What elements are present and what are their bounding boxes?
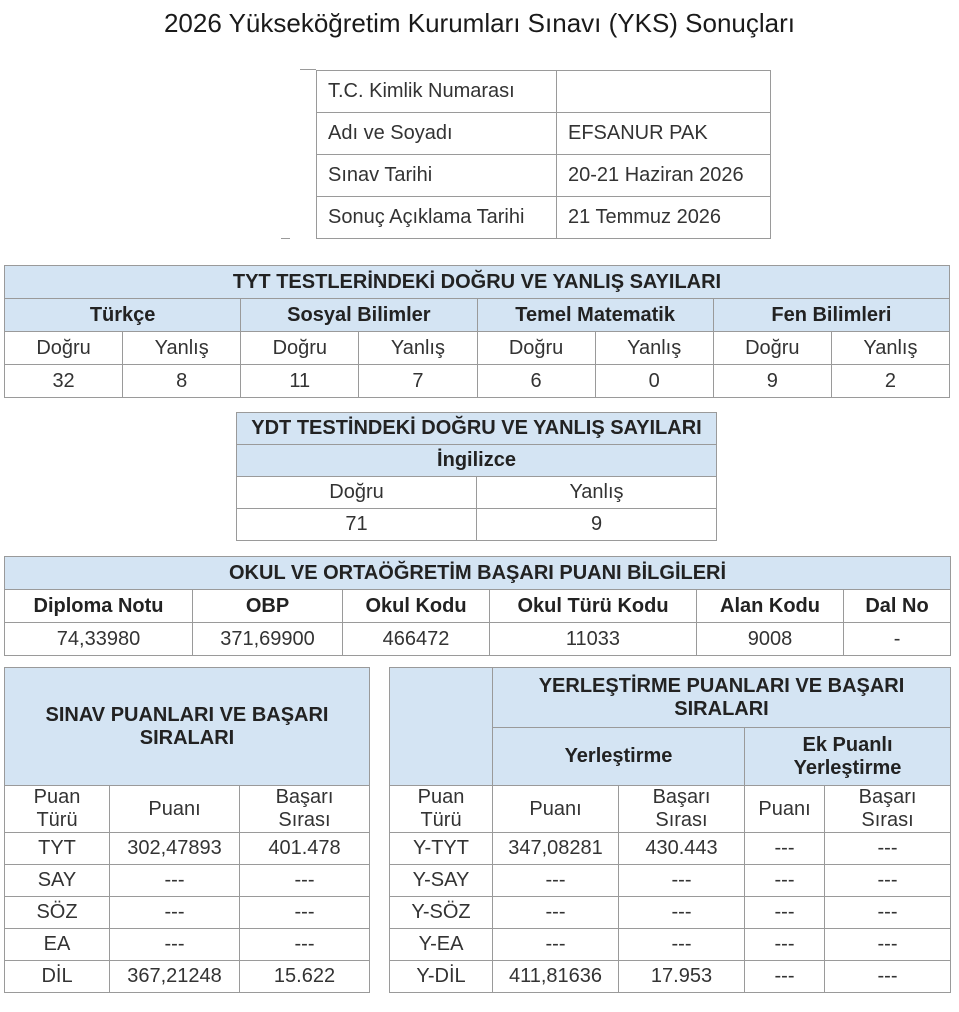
- wrong-count: 2: [831, 365, 949, 398]
- score-value: ---: [110, 865, 240, 897]
- correct-label: Doğru: [477, 332, 595, 365]
- column-header: Başarı Sırası: [825, 786, 951, 833]
- subject-name: Türkçe: [5, 299, 241, 332]
- score-type: Y-SAY: [390, 865, 493, 897]
- school-info-table: [4, 556, 951, 656]
- column-header: Başarı Sırası: [240, 786, 370, 833]
- cell-value: 74,33980: [5, 623, 193, 656]
- score-type: SAY: [5, 865, 110, 897]
- score-value: ---: [493, 865, 619, 897]
- info-value: 20-21 Haziran 2026: [557, 155, 771, 197]
- rank-value: ---: [825, 961, 951, 993]
- table-row: [5, 961, 951, 993]
- ydt-results-table: [236, 412, 717, 541]
- table-row: [5, 833, 951, 865]
- info-label: Adı ve Soyadı: [317, 113, 557, 155]
- column-header: Puan Türü: [390, 786, 493, 833]
- score-type: TYT: [5, 833, 110, 865]
- rank-value: 17.953: [619, 961, 745, 993]
- tyt-results-table: [4, 265, 950, 398]
- column-header: Puanı: [745, 786, 825, 833]
- correct-count: 71: [237, 509, 477, 541]
- wrong-label: Yanlış: [831, 332, 949, 365]
- score-value: ---: [745, 865, 825, 897]
- rank-value: 430.443: [619, 833, 745, 865]
- score-value: ---: [493, 897, 619, 929]
- wrong-count: 8: [123, 365, 241, 398]
- score-value: ---: [745, 961, 825, 993]
- score-value: ---: [745, 833, 825, 865]
- rank-value: ---: [825, 865, 951, 897]
- cell-value: 11033: [490, 623, 697, 656]
- score-type: EA: [5, 929, 110, 961]
- score-value: 347,08281: [493, 833, 619, 865]
- score-type: SÖZ: [5, 897, 110, 929]
- table-row: [5, 365, 950, 398]
- score-type: Y-SÖZ: [390, 897, 493, 929]
- wrong-count: 0: [595, 365, 713, 398]
- decorative-line: [281, 238, 290, 239]
- subject-name: Sosyal Bilimler: [241, 299, 477, 332]
- page-title: 2026 Yükseköğretim Kurumları Sınavı (YKS) Sonuçları: [163, 8, 796, 38]
- score-value: ---: [493, 929, 619, 961]
- table-row: [5, 623, 951, 656]
- rank-value: ---: [240, 865, 370, 897]
- rank-value: ---: [619, 865, 745, 897]
- score-type: DİL: [5, 961, 110, 993]
- table-row: [5, 865, 951, 897]
- score-type: Y-DİL: [390, 961, 493, 993]
- wrong-label: Yanlış: [595, 332, 713, 365]
- column-header: Puanı: [110, 786, 240, 833]
- info-label: Sonuç Açıklama Tarihi: [317, 197, 557, 239]
- info-value: [557, 71, 771, 113]
- column-header: Başarı Sırası: [619, 786, 745, 833]
- score-value: ---: [110, 897, 240, 929]
- ydt-language: İngilizce: [237, 445, 717, 477]
- score-value: ---: [745, 929, 825, 961]
- wrong-count: 9: [477, 509, 717, 541]
- correct-label: Doğru: [5, 332, 123, 365]
- rank-value: ---: [240, 897, 370, 929]
- wrong-label: Yanlış: [477, 477, 717, 509]
- blank-header: [390, 668, 493, 786]
- decorative-line: [300, 69, 316, 70]
- cell-value: 9008: [697, 623, 844, 656]
- ydt-title: YDT TESTİNDEKİ DOĞRU VE YANLIŞ SAYILARI: [237, 413, 717, 445]
- cell-value: -: [844, 623, 951, 656]
- exam-scores-title: SINAV PUANLARI VE BAŞARI SIRALARI: [5, 668, 370, 786]
- column-header: Okul Kodu: [343, 590, 490, 623]
- wrong-label: Yanlış: [359, 332, 477, 365]
- score-type: Y-EA: [390, 929, 493, 961]
- info-label: T.C. Kimlik Numarası: [317, 71, 557, 113]
- correct-count: 11: [241, 365, 359, 398]
- rank-value: ---: [240, 929, 370, 961]
- table-row: [317, 197, 771, 239]
- subject-name: Temel Matematik: [477, 299, 713, 332]
- correct-label: Doğru: [713, 332, 831, 365]
- rank-value: ---: [825, 833, 951, 865]
- extra-placement-group-header: Ek Puanlı Yerleştirme: [745, 728, 951, 786]
- table-gap: [370, 668, 390, 993]
- placement-scores-title: YERLEŞTİRME PUANLARI VE BAŞARI SIRALARI: [493, 668, 951, 728]
- table-row: [5, 897, 951, 929]
- rank-value: ---: [825, 929, 951, 961]
- score-value: 411,81636: [493, 961, 619, 993]
- tyt-title: TYT TESTLERİNDEKİ DOĞRU VE YANLIŞ SAYILARI: [5, 266, 950, 299]
- correct-count: 6: [477, 365, 595, 398]
- table-row: [317, 71, 771, 113]
- correct-label: Doğru: [237, 477, 477, 509]
- rank-value: ---: [619, 929, 745, 961]
- column-header: Dal No: [844, 590, 951, 623]
- scores-table: [4, 667, 951, 993]
- score-value: 367,21248: [110, 961, 240, 993]
- table-row: [317, 113, 771, 155]
- score-value: 302,47893: [110, 833, 240, 865]
- info-value: 21 Temmuz 2026: [557, 197, 771, 239]
- rank-value: ---: [825, 897, 951, 929]
- correct-label: Doğru: [241, 332, 359, 365]
- column-header: OBP: [193, 590, 343, 623]
- score-value: ---: [110, 929, 240, 961]
- subject-name: Fen Bilimleri: [713, 299, 949, 332]
- column-header: Diploma Notu: [5, 590, 193, 623]
- score-type: Y-TYT: [390, 833, 493, 865]
- table-row: [5, 929, 951, 961]
- column-header: Alan Kodu: [697, 590, 844, 623]
- cell-value: 371,69900: [193, 623, 343, 656]
- rank-value: ---: [619, 897, 745, 929]
- column-header: Puan Türü: [5, 786, 110, 833]
- info-value: EFSANUR PAK: [557, 113, 771, 155]
- cell-value: 466472: [343, 623, 490, 656]
- info-label: Sınav Tarihi: [317, 155, 557, 197]
- column-header: Puanı: [493, 786, 619, 833]
- table-row: [237, 509, 717, 541]
- table-row: [317, 155, 771, 197]
- placement-group-header: Yerleştirme: [493, 728, 745, 786]
- wrong-count: 7: [359, 365, 477, 398]
- column-header: Okul Türü Kodu: [490, 590, 697, 623]
- correct-count: 32: [5, 365, 123, 398]
- candidate-info-table: [316, 70, 771, 239]
- correct-count: 9: [713, 365, 831, 398]
- score-value: ---: [745, 897, 825, 929]
- obp-title: OKUL VE ORTAÖĞRETİM BAŞARI PUANI BİLGİLERİ: [5, 557, 951, 590]
- rank-value: 401.478: [240, 833, 370, 865]
- wrong-label: Yanlış: [123, 332, 241, 365]
- rank-value: 15.622: [240, 961, 370, 993]
